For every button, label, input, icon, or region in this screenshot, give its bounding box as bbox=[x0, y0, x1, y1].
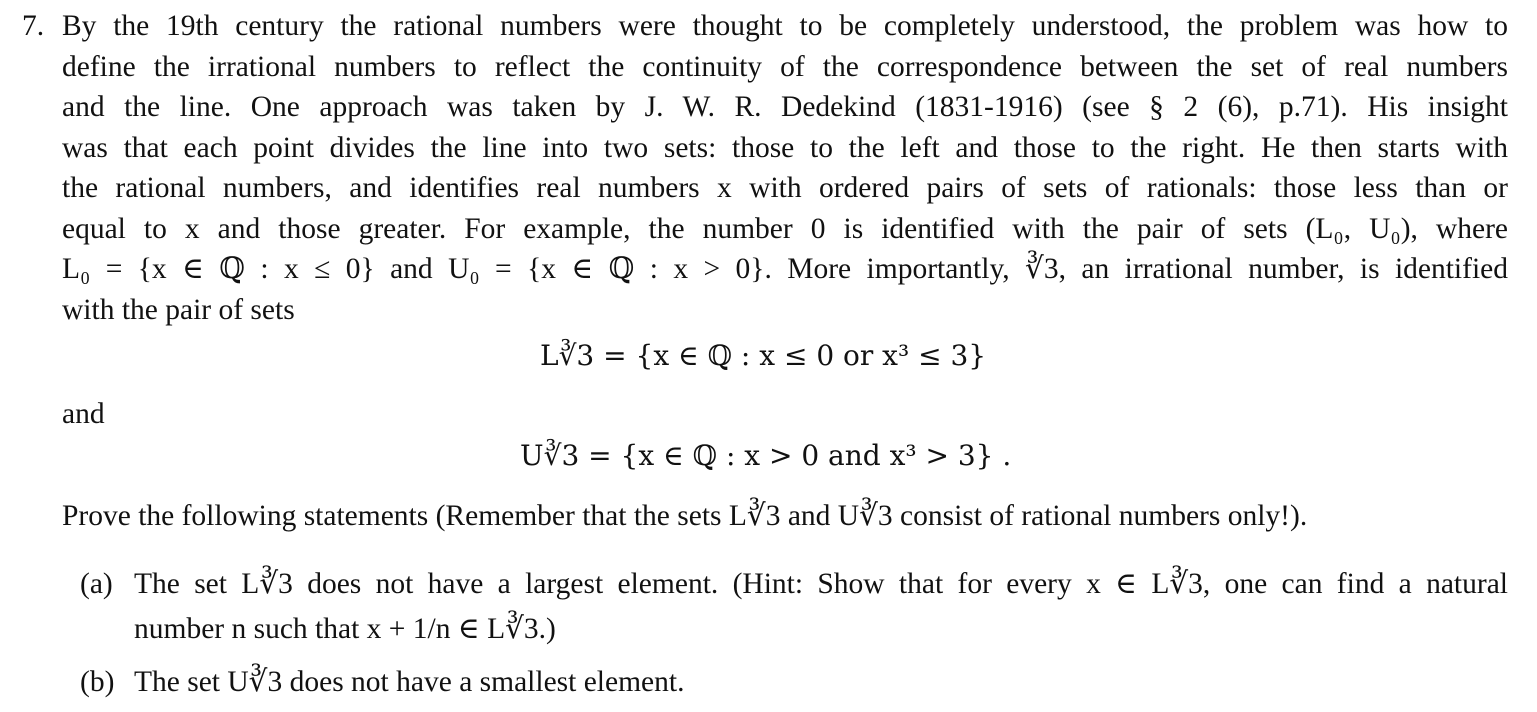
item-body-b bbox=[134, 662, 1508, 703]
and-word: and bbox=[62, 398, 105, 430]
intro-line-1: By the 19th century the rational numbers were thought to be completely understood, the problem was how to bbox=[62, 10, 1508, 42]
display-equation-lower-set: L∛3 = {x ∈ ℚ : x ≤ 0 or x³ ≤ 3} bbox=[540, 339, 987, 372]
intro-line-3: and the line. One approach was taken by J. W. R. Dedekind (1831-1916) (see § 2 (6), p.71). His insight bbox=[62, 91, 1508, 123]
problem-number: 7. bbox=[22, 10, 45, 42]
problem-intro bbox=[62, 6, 1508, 330]
item-b-line-1: The set U∛3 does not have a smallest element. bbox=[134, 666, 685, 698]
prove-instruction: Prove the following statements (Remember that the sets L∛3 and U∛3 consist of rational numbers only!). bbox=[62, 500, 1308, 532]
item-label-a: (a) bbox=[80, 568, 113, 600]
item-a-line-2: number n such that x + 1/n ∈ L∛3.) bbox=[134, 612, 556, 645]
intro-line-5: the rational numbers, and identifies real numbers x with ordered pairs of sets of rationals: those less than or bbox=[62, 172, 1508, 204]
intro-line-8: with the pair of sets bbox=[62, 293, 295, 326]
display-equation-upper-set: U∛3 = {x ∈ ℚ : x > 0 and x³ > 3} . bbox=[520, 439, 1012, 472]
item-body-a bbox=[134, 564, 1508, 649]
item-label-b: (b) bbox=[80, 666, 115, 698]
intro-line-6: equal to x and those greater. For example, the number 0 is identified with the pair of sets (L₀, U₀), where bbox=[62, 212, 1508, 245]
item-a-line-1: The set L∛3 does not have a largest element. (Hint: Show that for every x ∈ L∛3, one can find a natural bbox=[134, 568, 1508, 600]
intro-line-4: was that each point divides the line into two sets: those to the left and those to the right. He then starts with bbox=[62, 131, 1508, 164]
intro-line-7: L₀ = {x ∈ ℚ : x ≤ 0} and U₀ = {x ∈ ℚ : x > 0}. More importantly, ∛3, an irrational number, is identified bbox=[62, 253, 1508, 285]
intro-line-2: define the irrational numbers to reflect the continuity of the correspondence between the set of real numbers bbox=[62, 50, 1508, 83]
